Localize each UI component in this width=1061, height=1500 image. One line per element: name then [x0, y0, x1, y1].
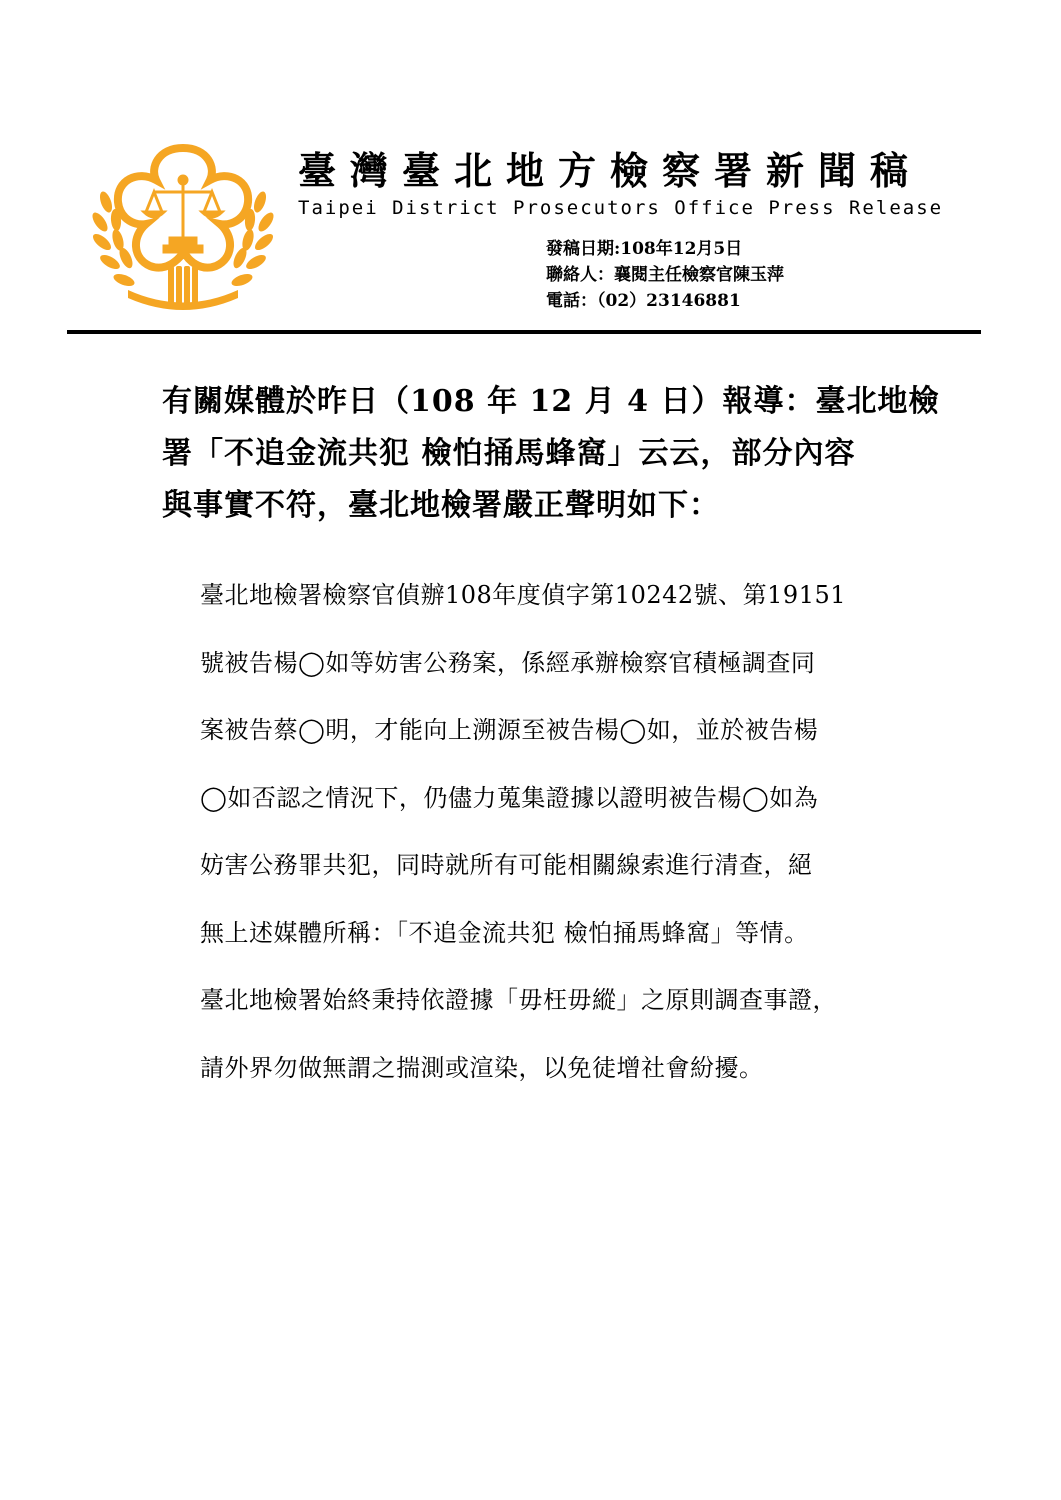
headline [162, 376, 940, 532]
headline-line: 署「不追金流共犯 檢怕捅馬蜂窩」云云，部分內容 [162, 436, 856, 471]
release-meta [546, 236, 784, 314]
headline-line: 有關媒體於昨日（108 年 12 月 4 日）報導：臺北地檢 [162, 384, 940, 419]
body-line: 臺北地檢署檢察官偵辦108年度偵字第10242號、第19151 [200, 581, 847, 609]
contact-person: 聯絡人：襄閱主任檢察官陳玉萍 [546, 265, 784, 285]
body-line: 無上述媒體所稱：「不追金流共犯 檢怕捅馬蜂窩」等情。 [200, 918, 809, 947]
body-line: 請外界勿做無謂之揣測或渲染，以免徒增社會紛擾。 [200, 1053, 764, 1082]
issue-date: 發稿日期:108年12月5日 [546, 239, 743, 259]
header-divider [67, 330, 981, 334]
body-line: 案被告蔡◯明，才能向上溯源至被告楊◯如，並於被告楊 [200, 716, 819, 744]
press-release-title-english: Taipei District Prosecutors Office Press Release [298, 197, 944, 219]
body-line: 妨害公務罪共犯，同時就所有可能相關線索進行清查，絕 [200, 851, 813, 879]
statement-body [200, 562, 910, 1102]
press-release-title: 臺灣臺北地方檢察署新聞稿 [298, 148, 923, 193]
contact-phone: 電話：（02）23146881 [546, 291, 741, 311]
body-line: 號被告楊◯如等妨害公務案，係經承辦檢察官積極調查同 [200, 648, 816, 677]
emblem-icon [88, 140, 278, 315]
body-line: ◯如否認之情況下，仍儘力蒐集證據以證明被告楊◯如為 [200, 783, 819, 812]
headline-line: 與事實不符，臺北地檢署嚴正聲明如下： [162, 488, 720, 523]
emblem-logo [88, 140, 278, 315]
body-line: 臺北地檢署始終秉持依證據「毋枉毋縱」之原則調查事證， [200, 986, 837, 1014]
